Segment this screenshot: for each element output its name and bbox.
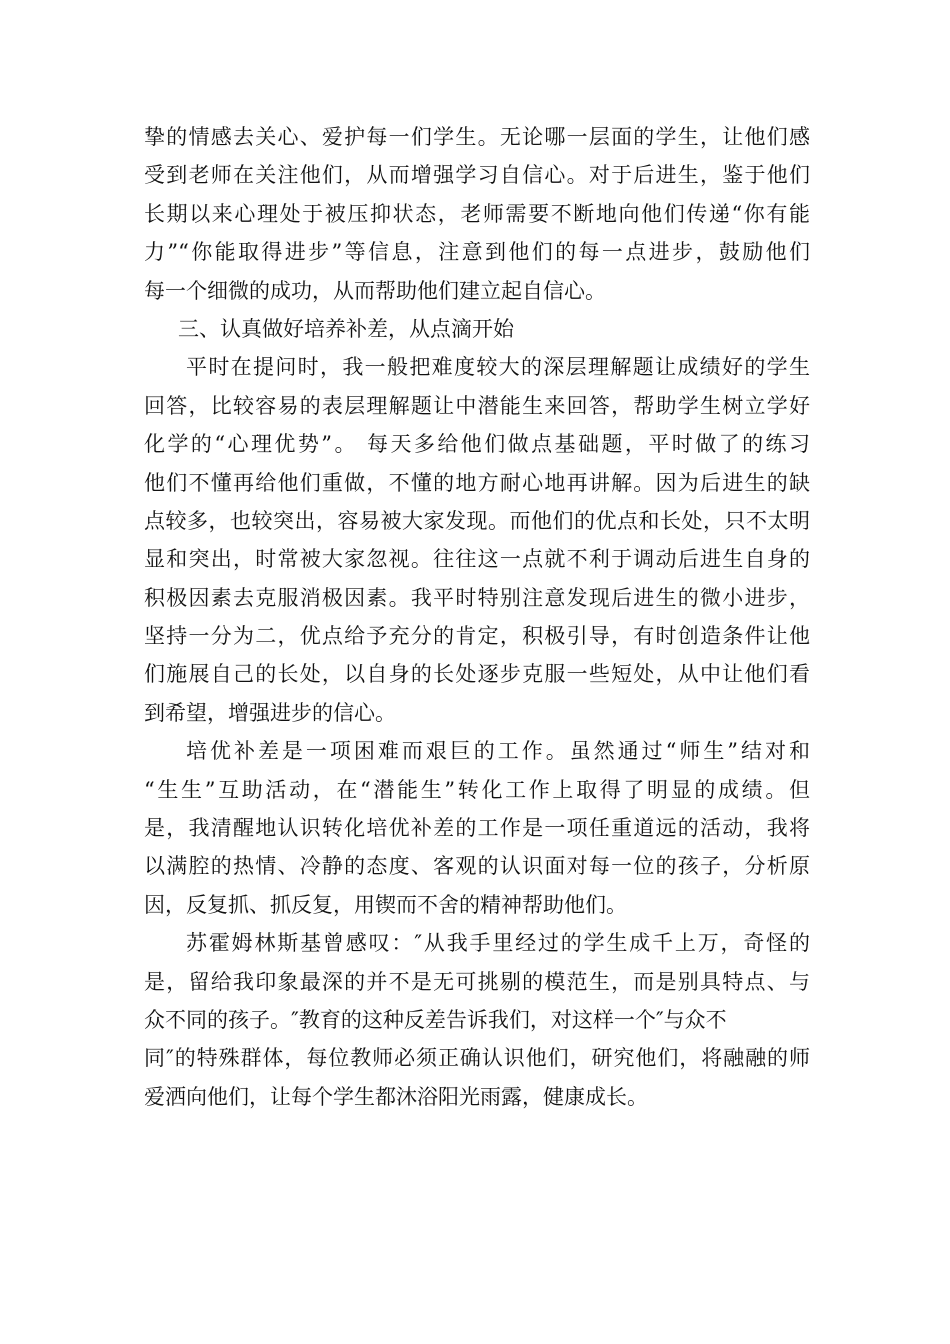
body-text-line: 们施展自己的长处，以自身的长处逐步克服一些短处，从中让他们看 bbox=[144, 662, 810, 687]
body-text-line: 众不同的孩子。″教育的这种反差告诉我们，对这样一个″与众不 bbox=[144, 1007, 727, 1032]
section-heading: 三、认真做好培养补差，从点滴开始 bbox=[178, 316, 514, 341]
body-text-line: 显和突出，时常被大家忽视。往往这一点就不利于调动后进生自身的 bbox=[144, 547, 810, 572]
body-text-line: 培优补差是一项困难而艰巨的工作。虽然通过“师生”结对和 bbox=[186, 739, 810, 764]
body-text-line: 积极因素去克服消极因素。我平时特别注意发现后进生的微小进步， bbox=[144, 585, 810, 610]
body-text-line: 苏霍姆林斯基曾感叹：″从我手里经过的学生成千上万，奇怪的 bbox=[186, 931, 810, 956]
body-text-line: 受到老师在关注他们，从而增强学习自信心。对于后进生，鉴于他们 bbox=[144, 163, 810, 188]
body-text-line: 因，反复抓、抓反复，用锲而不舍的精神帮助他们。 bbox=[144, 892, 627, 917]
body-text-line: 化学的“心理优势”。 每天多给他们做点基础题，平时做了的练习 bbox=[144, 432, 810, 457]
body-text-line: 到希望，增强进步的信心。 bbox=[144, 700, 396, 725]
body-text-line: 同″的特殊群体，每位教师必须正确认识他们，研究他们，将融融的师 bbox=[144, 1046, 810, 1071]
body-text-line: 是，留给我印象最深的并不是无可挑剔的模范生，而是别具特点、与 bbox=[144, 969, 810, 994]
body-text-line: 挚的情感去关心、爱护每一们学生。无论哪一层面的学生，让他们感 bbox=[144, 125, 810, 149]
document-body bbox=[144, 118, 810, 1116]
body-text-line: 平时在提问时，我一般把难度较大的深层理解题让成绩好的学生 bbox=[186, 355, 810, 380]
body-text-line: 爱洒向他们，让每个学生都沐浴阳光雨露，健康成长。 bbox=[144, 1084, 648, 1109]
body-text-line: 坚持一分为二，优点给予充分的肯定，积极引导，有时创造条件让他 bbox=[144, 624, 810, 649]
body-text-line: 点较多，也较突出，容易被大家发现。而他们的优点和长处，只不太明 bbox=[144, 508, 810, 533]
body-text-line: 长期以来心理处于被压抑状态，老师需要不断地向他们传递“你有能 bbox=[144, 201, 810, 226]
body-text-line: 他们不懂再给他们重做，不懂的地方耐心地再讲解。因为后进生的缺 bbox=[144, 470, 810, 495]
body-text-line: 每一个细微的成功，从而帮助他们建立起自信心。 bbox=[144, 278, 606, 303]
body-text-line: “生生”互助活动，在“潜能生”转化工作上取得了明显的成绩。但 bbox=[144, 777, 810, 802]
body-text-line: 力”“你能取得进步”等信息，注意到他们的每一点进步，鼓励他们 bbox=[144, 240, 810, 265]
body-text-line: 以满腔的热情、冷静的态度、客观的认识面对每一位的孩子，分析原 bbox=[144, 854, 810, 879]
body-text-line: 回答，比较容易的表层理解题让中潜能生来回答，帮助学生树立学好 bbox=[144, 393, 810, 418]
body-text-line: 是，我清醒地认识转化培优补差的工作是一项任重道远的活动，我将 bbox=[144, 816, 810, 841]
